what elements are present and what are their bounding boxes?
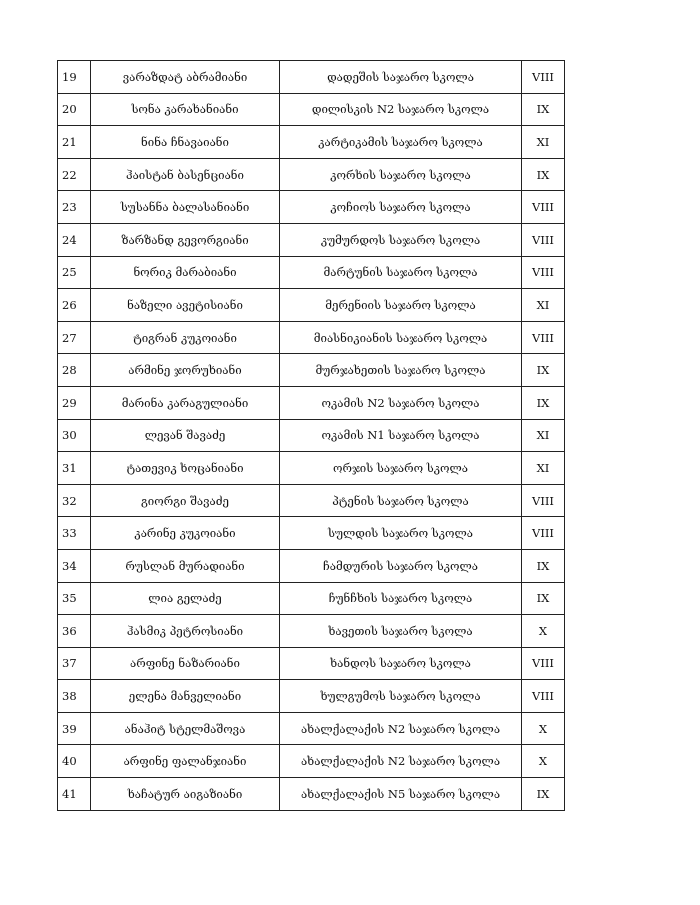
grade-cell: XI (522, 126, 565, 159)
table-row (58, 582, 565, 615)
student-name-cell: რუსლან მურადიანი (91, 549, 280, 582)
grade-cell: VIII (522, 517, 565, 550)
grade-cell: VIII (522, 647, 565, 680)
student-name-cell: ნინა ჩნავაიანი (91, 126, 280, 159)
student-name-cell: მარინა კარაგულიანი (91, 386, 280, 419)
row-number-cell: 21 (58, 126, 91, 159)
grade-cell: XI (522, 289, 565, 322)
student-name-cell: გიორგი შავაძე (91, 484, 280, 517)
grade-cell: IX (522, 582, 565, 615)
school-name-cell: ხავეთის საჯარო სკოლა (280, 615, 522, 648)
table-row (58, 647, 565, 680)
table-row (58, 778, 565, 811)
student-name-cell: კარინე კუკოიანი (91, 517, 280, 550)
student-name-cell: ელენა მანველიანი (91, 680, 280, 713)
school-name-cell: ახალქალაქის N2 საჯარო სკოლა (280, 712, 522, 745)
table-row (58, 354, 565, 387)
student-name-cell: ანაჰიტ სტელმაშოვა (91, 712, 280, 745)
row-number-cell: 40 (58, 745, 91, 778)
table-row (58, 680, 565, 713)
grade-cell: XI (522, 419, 565, 452)
grade-cell: VIII (522, 191, 565, 224)
row-number-cell: 34 (58, 549, 91, 582)
grade-cell: VIII (522, 680, 565, 713)
table-row (58, 158, 565, 191)
grade-cell: VIII (522, 321, 565, 354)
school-name-cell: ოკამის N1 საჯარო სკოლა (280, 419, 522, 452)
table-row (58, 191, 565, 224)
table-row (58, 321, 565, 354)
student-name-cell: ლია გელაძე (91, 582, 280, 615)
row-number-cell: 29 (58, 386, 91, 419)
grade-cell: X (522, 745, 565, 778)
grade-cell: VIII (522, 61, 565, 94)
row-number-cell: 26 (58, 289, 91, 322)
row-number-cell: 25 (58, 256, 91, 289)
table-row (58, 126, 565, 159)
student-name-cell: სუსანნა ბალასანიანი (91, 191, 280, 224)
grade-cell: IX (522, 93, 565, 126)
school-name-cell: ახალქალაქის N5 საჯარო სკოლა (280, 778, 522, 811)
student-name-cell: ნაზელი ავეტისიანი (91, 289, 280, 322)
row-number-cell: 39 (58, 712, 91, 745)
grade-cell: IX (522, 778, 565, 811)
table-row (58, 452, 565, 485)
grade-cell: IX (522, 549, 565, 582)
school-name-cell: ხანდოს საჯარო სკოლა (280, 647, 522, 680)
table-row (58, 712, 565, 745)
school-name-cell: მიასნიკიანის საჯარო სკოლა (280, 321, 522, 354)
table-row (58, 419, 565, 452)
school-name-cell: დილისკის N2 საჯარო სკოლა (280, 93, 522, 126)
school-name-cell: პტენის საჯარო სკოლა (280, 484, 522, 517)
grade-cell: XI (522, 452, 565, 485)
school-name-cell: კოჩიოს საჯარო სკოლა (280, 191, 522, 224)
student-name-cell: ჰაისტან ბასენციანი (91, 158, 280, 191)
table-row (58, 745, 565, 778)
school-name-cell: ახალქალაქის N2 საჯარო სკოლა (280, 745, 522, 778)
school-name-cell: ჩუნჩხის საჯარო სკოლა (280, 582, 522, 615)
student-name-cell: არფინე ნაზარიანი (91, 647, 280, 680)
table-row (58, 549, 565, 582)
grade-cell: IX (522, 386, 565, 419)
grade-cell: IX (522, 354, 565, 387)
school-name-cell: მარტუნის საჯარო სკოლა (280, 256, 522, 289)
participants-table-body (58, 61, 565, 811)
row-number-cell: 35 (58, 582, 91, 615)
student-name-cell: ხაჩატურ აიგაზიანი (91, 778, 280, 811)
student-name-cell: ლევან შავაძე (91, 419, 280, 452)
grade-cell: X (522, 712, 565, 745)
table-row (58, 256, 565, 289)
table-row (58, 93, 565, 126)
school-name-cell: მურჯახეთის საჯარო სკოლა (280, 354, 522, 387)
table-row (58, 484, 565, 517)
school-name-cell: მერენიის საჯარო სკოლა (280, 289, 522, 322)
row-number-cell: 24 (58, 223, 91, 256)
row-number-cell: 20 (58, 93, 91, 126)
school-name-cell: კორხის საჯარო სკოლა (280, 158, 522, 191)
row-number-cell: 23 (58, 191, 91, 224)
school-name-cell: ოკამის N2 საჯარო სკოლა (280, 386, 522, 419)
student-name-cell: სონა კარახანიანი (91, 93, 280, 126)
grade-cell: IX (522, 158, 565, 191)
row-number-cell: 31 (58, 452, 91, 485)
grade-cell: X (522, 615, 565, 648)
student-name-cell: არფინე ფალანჯიანი (91, 745, 280, 778)
table-row (58, 61, 565, 94)
student-name-cell: ტათევიკ ხოცანიანი (91, 452, 280, 485)
row-number-cell: 30 (58, 419, 91, 452)
school-name-cell: ორჯის საჯარო სკოლა (280, 452, 522, 485)
row-number-cell: 41 (58, 778, 91, 811)
school-name-cell: კარტიკამის საჯარო სკოლა (280, 126, 522, 159)
table-row (58, 289, 565, 322)
grade-cell: VIII (522, 256, 565, 289)
grade-cell: VIII (522, 484, 565, 517)
row-number-cell: 36 (58, 615, 91, 648)
school-name-cell: ჩამდურის საჯარო სკოლა (280, 549, 522, 582)
row-number-cell: 38 (58, 680, 91, 713)
table-row (58, 517, 565, 550)
row-number-cell: 37 (58, 647, 91, 680)
row-number-cell: 33 (58, 517, 91, 550)
student-name-cell: არმინე ჯორუხიანი (91, 354, 280, 387)
table-row (58, 386, 565, 419)
grade-cell: VIII (522, 223, 565, 256)
student-name-cell: ვარაზდატ აბრამიანი (91, 61, 280, 94)
student-name-cell: ჰასმიკ პეტროსიანი (91, 615, 280, 648)
school-name-cell: კუმურდოს საჯარო სკოლა (280, 223, 522, 256)
table-row (58, 223, 565, 256)
school-name-cell: ხულგუმოს საჯარო სკოლა (280, 680, 522, 713)
student-name-cell: ტიგრან კუკოიანი (91, 321, 280, 354)
school-name-cell: დადეშის საჯარო სკოლა (280, 61, 522, 94)
row-number-cell: 19 (58, 61, 91, 94)
table-row (58, 615, 565, 648)
row-number-cell: 28 (58, 354, 91, 387)
row-number-cell: 22 (58, 158, 91, 191)
participants-table (57, 60, 565, 811)
student-name-cell: ნორიკ მარაბიანი (91, 256, 280, 289)
row-number-cell: 27 (58, 321, 91, 354)
row-number-cell: 32 (58, 484, 91, 517)
student-name-cell: ზარზანდ გევორგიანი (91, 223, 280, 256)
school-name-cell: სულდის საჯარო სკოლა (280, 517, 522, 550)
